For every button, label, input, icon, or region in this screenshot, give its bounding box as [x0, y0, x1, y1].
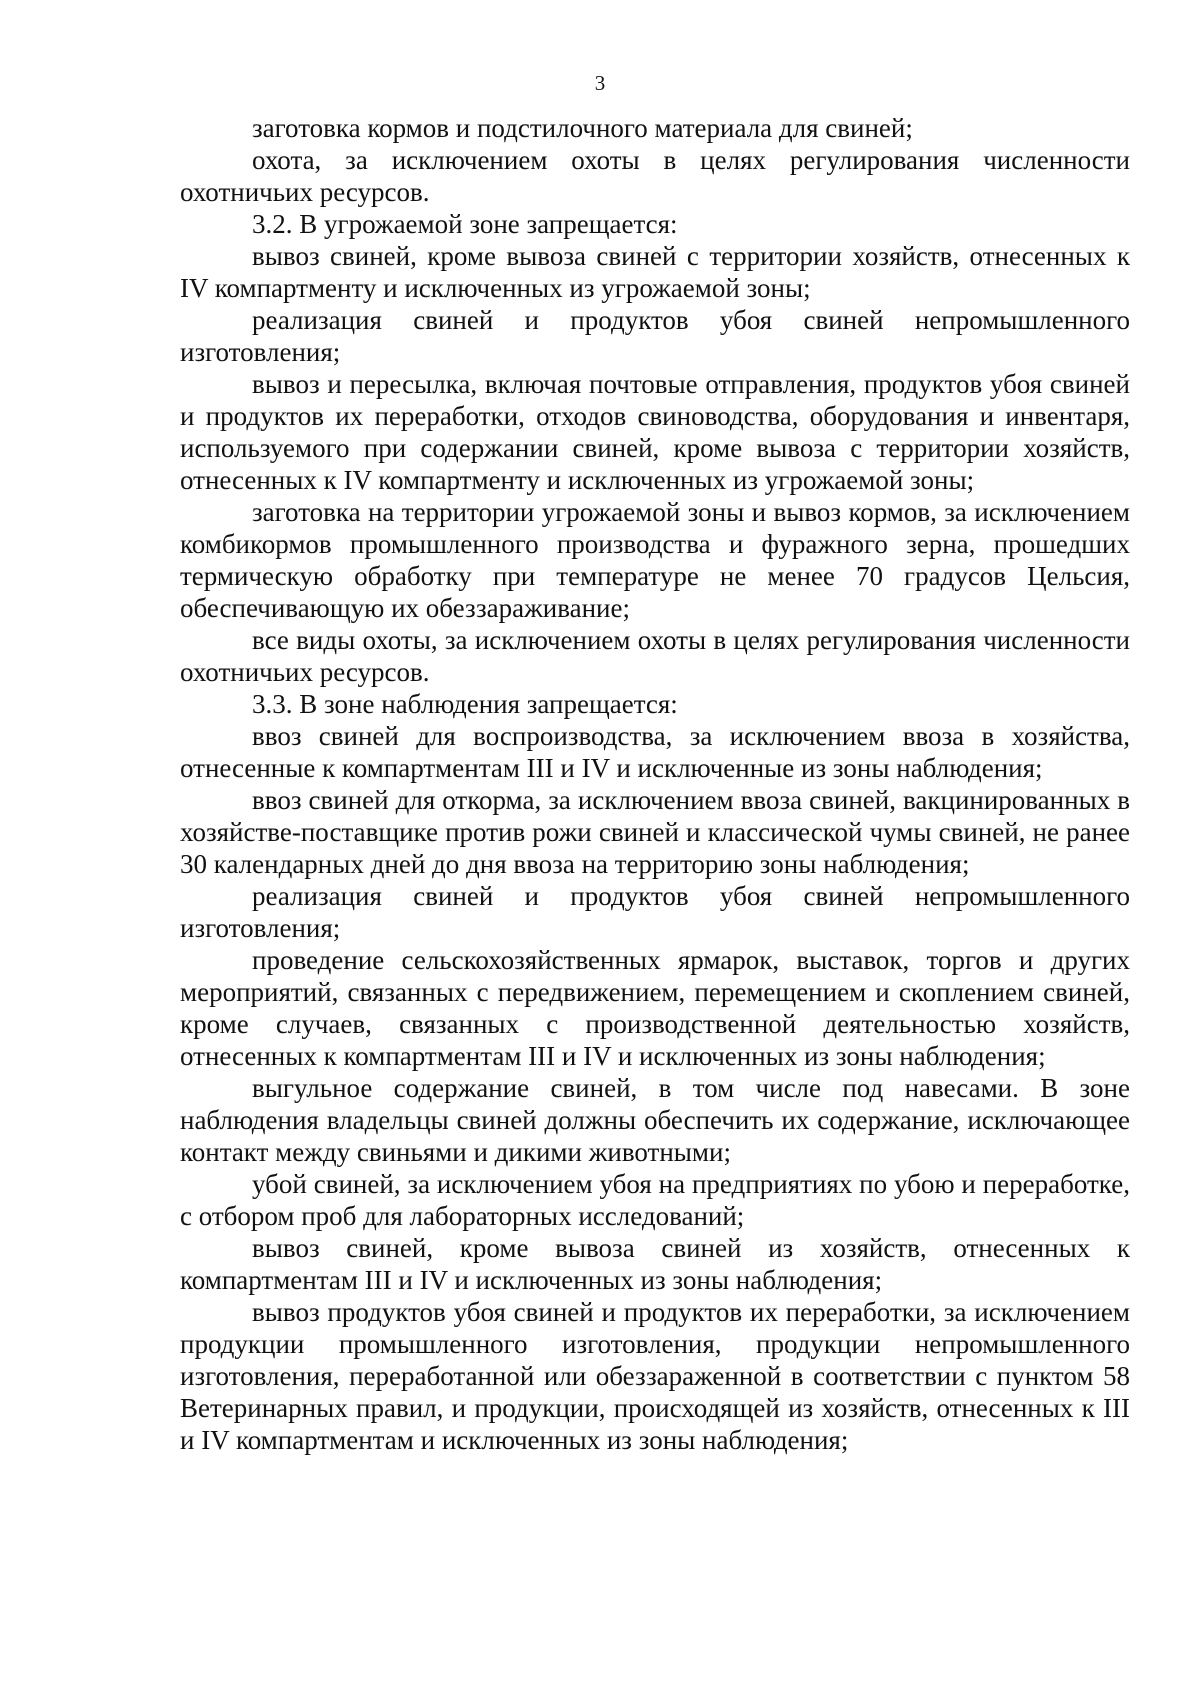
paragraph: ввоз свиней для откорма, за исключением ввоза свиней, вакцинированных в хозяйстве-поставщике против рожи свиней и классической чумы свиней, не ранее 30 календарных дней до дня ввоза на территорию зоны наблюдения;	[180, 785, 1130, 879]
paragraph: вывоз свиней, кроме вывоза свиней с территории хозяйств, отнесенных к IV компартменту и исключенных из угрожаемой зоны;	[180, 241, 1130, 303]
paragraph: заготовка кормов и подстилочного материала для свиней;	[252, 113, 913, 143]
paragraph: проведение сельскохозяйственных ярмарок, выставок, торгов и других мероприятий, связанных с передвижением, перемещением и скоплением свиней, кроме случаев, связанных с производственной деятельностью хозяйств, отнесенных к компартментам III и IV и исключенных из зоны наблюдения;	[180, 945, 1130, 1071]
paragraph: ввоз свиней для воспроизводства, за исключением ввоза в хозяйства, отнесенные к компартментам III и IV и исключенные из зоны наблюдения;	[180, 721, 1130, 783]
paragraph: выгульное содержание свиней, в том числе под навесами. В зоне наблюдения владельцы свиней должны обеспечить их содержание, исключающее контакт между свиньями и дикими животными;	[180, 1073, 1130, 1167]
paragraph: реализация свиней и продуктов убоя свиней непромышленного изготовления;	[180, 881, 1130, 943]
paragraph: заготовка на территории угрожаемой зоны и вывоз кормов, за исключением комбикормов промышленного производства и фуражного зерна, прошедших термическую обработку при температуре не менее 70 градусов Цельсия, обеспечивающую их обеззараживание;	[180, 497, 1130, 623]
paragraph: вывоз свиней, кроме вывоза свиней из хозяйств, отнесенных к компартментам III и IV и исключенных из зоны наблюдения;	[180, 1233, 1130, 1295]
section-heading: 3.3. В зоне наблюдения запрещается:	[252, 689, 678, 719]
paragraph: вывоз и пересылка, включая почтовые отправления, продуктов убоя свиней и продуктов их переработки, отходов свиноводства, оборудования и инвентаря, используемого при содержании свиней, кроме вывоза с территории хозяйств, отнесенных к IV компартменту и исключенных из угрожаемой зоны;	[180, 369, 1130, 495]
document-body	[180, 112, 1130, 1456]
paragraph: убой свиней, за исключением убоя на предприятиях по убою и переработке, с отбором проб для лабораторных исследований;	[180, 1169, 1130, 1231]
paragraph: вывоз продуктов убоя свиней и продуктов их переработки, за исключением продукции промышленного изготовления, продукции непромышленного изготовления, переработанной или обеззараженной в соответствии с пунктом 58 Ветеринарных правил, и продукции, происходящей из хозяйств, отнесенных к III и IV компартментам и исключенных из зоны наблюдения;	[180, 1297, 1130, 1455]
paragraph: все виды охоты, за исключением охоты в целях регулирования численности охотничьих ресурсов.	[180, 625, 1130, 687]
section-heading: 3.2. В угрожаемой зоне запрещается:	[252, 209, 678, 239]
paragraph: реализация свиней и продуктов убоя свиней непромышленного изготовления;	[180, 305, 1130, 367]
page-number: 3	[594, 71, 606, 95]
paragraph: охота, за исключением охоты в целях регулирования численности охотничьих ресурсов.	[180, 145, 1130, 207]
